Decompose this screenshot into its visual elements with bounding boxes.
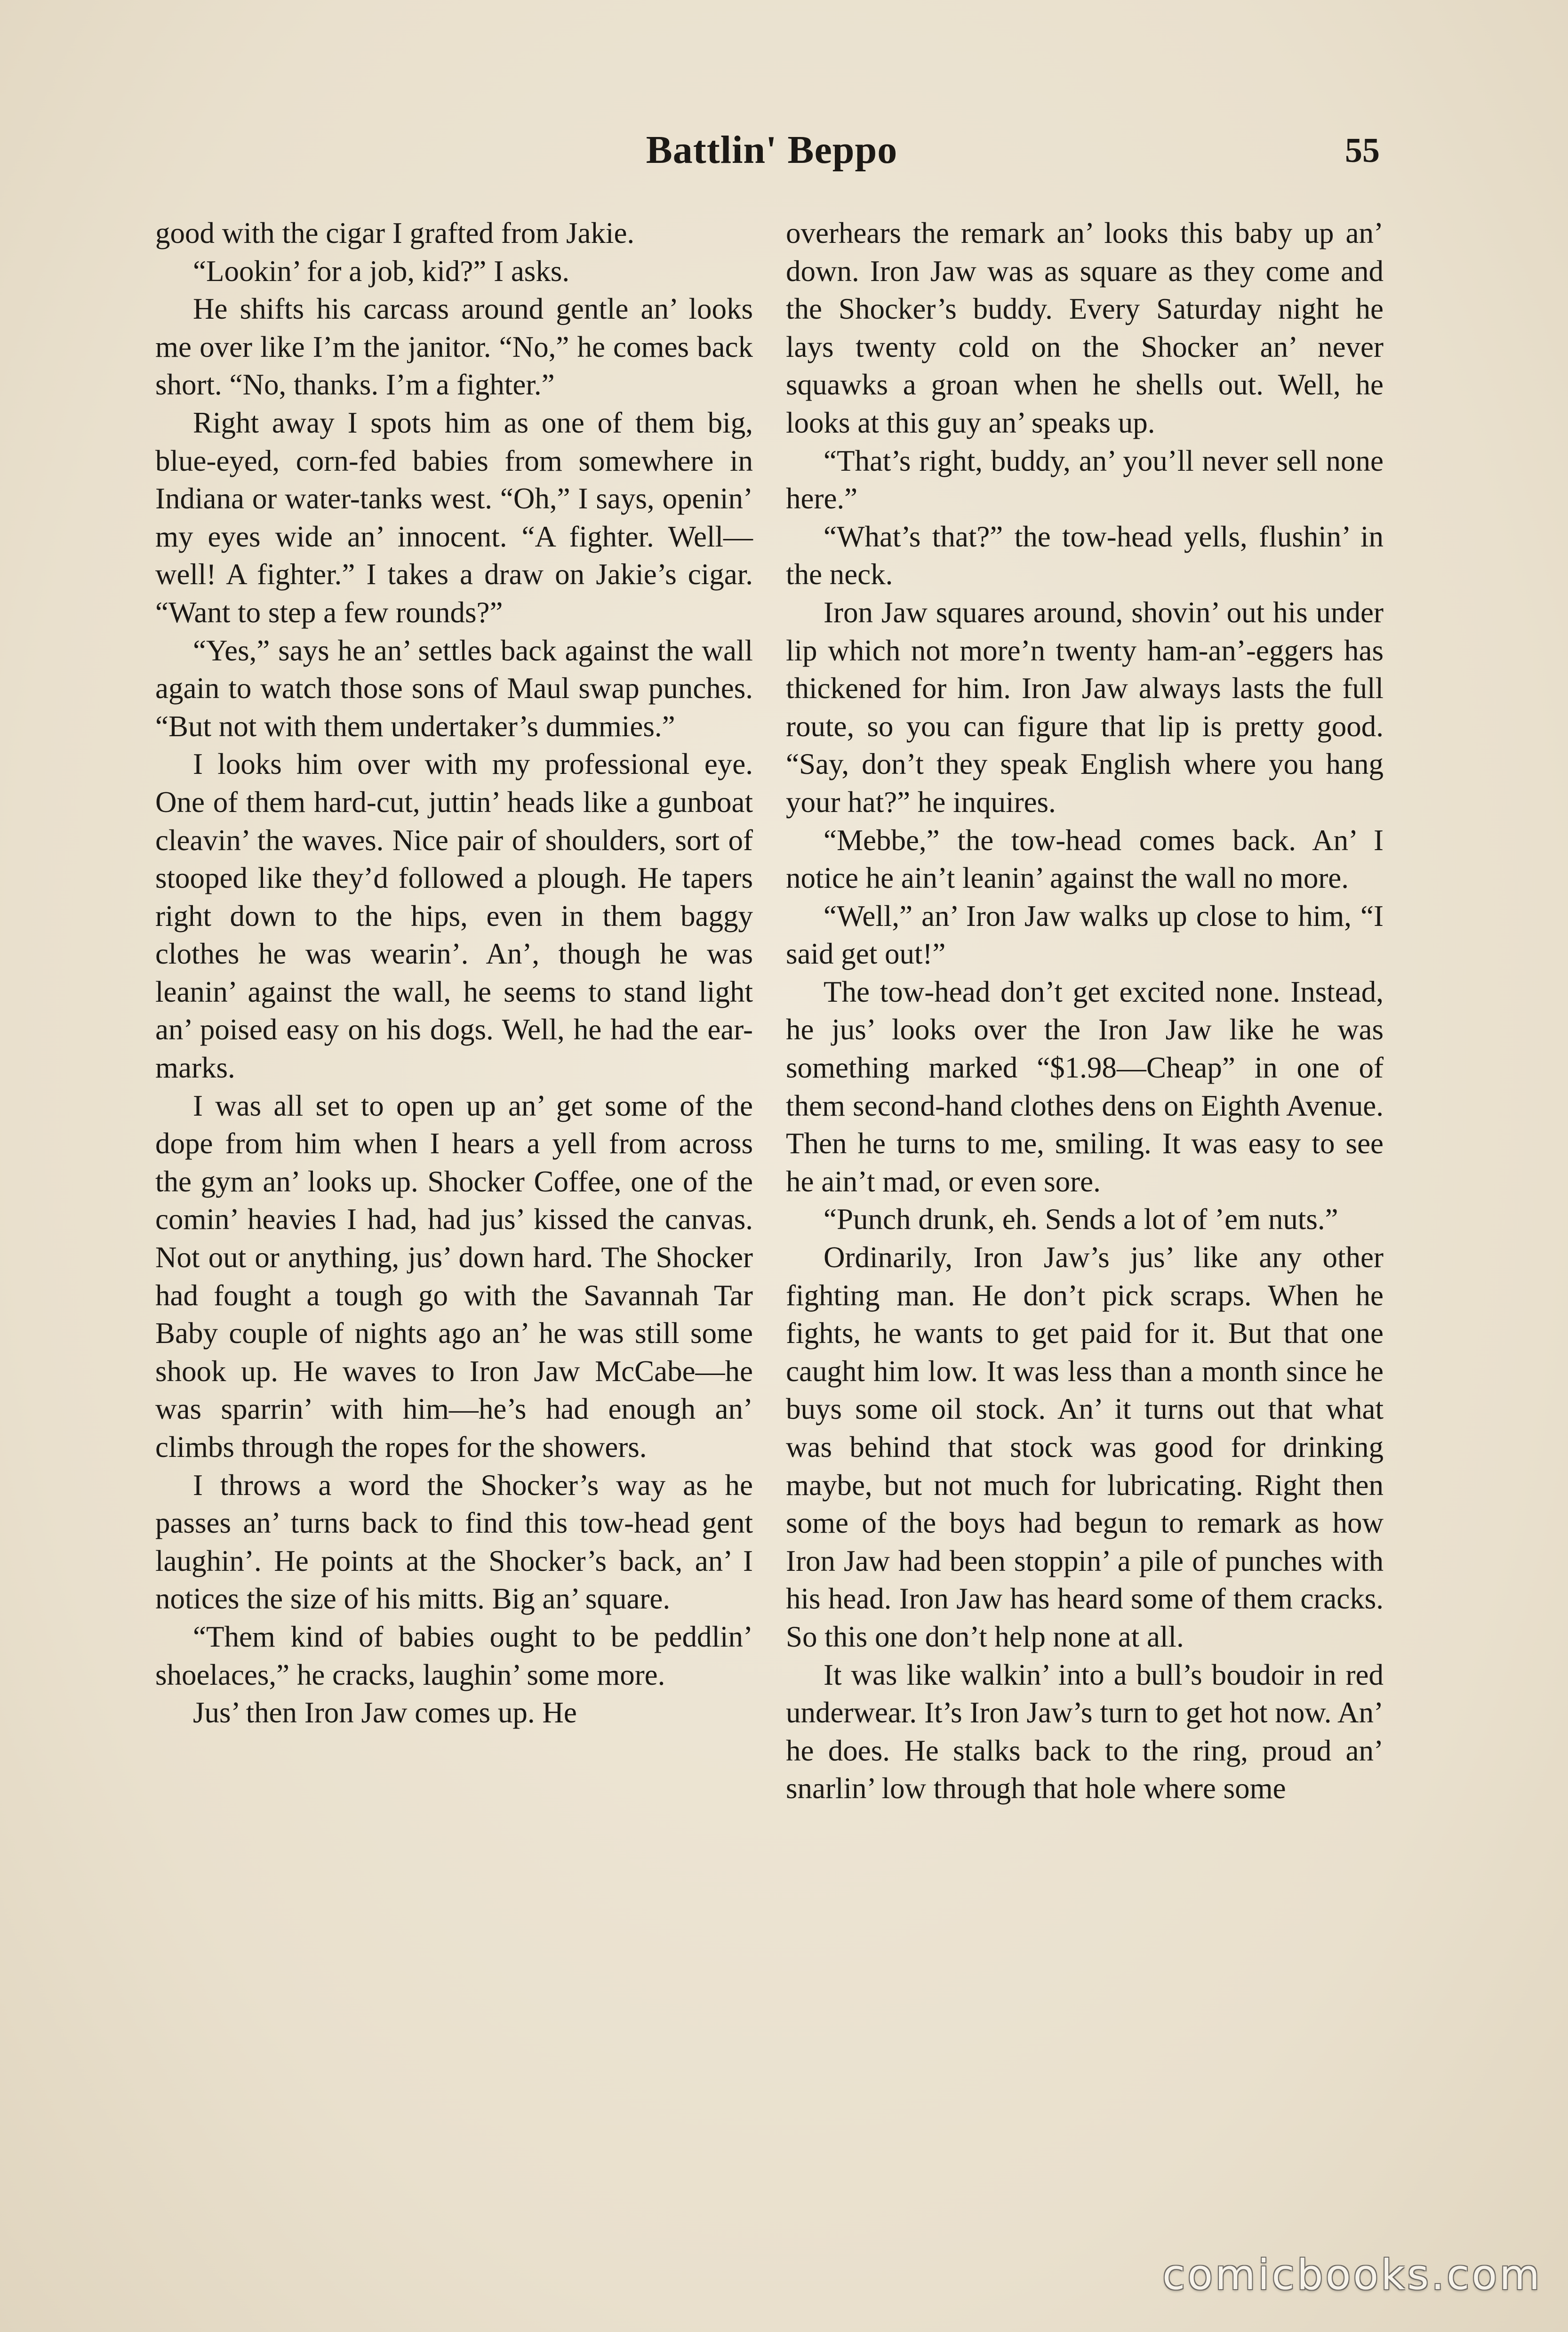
paragraph: “Lookin’ for a job, kid?” I asks. [193,254,570,288]
watermark: comicbooks.com [1162,2251,1542,2299]
paragraph: The tow-head don’t get excited none. Instead, he jus’ looks over the Iron Jaw like he was something marked “$1.98—Cheap” in one of them second-hand clothes dens on Eighth Avenue. Then he turns to me, smiling. It was easy to see he ain’t mad, or even sore. [786,975,1384,1198]
paragraph: “That’s right, buddy, an’ you’ll never sell none here.” [786,444,1384,515]
paragraph: It was like walkin’ into a bull’s boudoir in red underwear. It’s Iron Jaw’s turn to get hot now. An’ he does. He stalks back to the ring, proud an’ snarlin’ low through that hole where some [786,1658,1384,1805]
paragraph: I was all set to open up an’ get some of the dope from him when I hears a yell from across the gym an’ looks up. Shocker Coffee, one of the comin’ heavies I had, had jus’ kissed the canvas. Not out or anything, jus’ down hard. The Shocker had fought a tough go with the Savannah Tar Baby couple of nights ago an’ he was still some shook up. He waves to Iron Jaw McCabe—he was sparrin’ with him—he’s had enough an’ climbs through the ropes for the showers. [155,1089,753,1464]
running-title: Battlin' Beppo [646,128,898,172]
paragraph: “Them kind of babies ought to be peddlin’ shoelaces,” he cracks, laughin’ some more. [155,1620,753,1691]
page-header [155,127,1388,188]
page-number: 55 [1345,131,1380,170]
paragraph: I throws a word the Shocker’s way as he passes an’ turns back to find this tow-head gent laughin’. He points at the Shocker’s back, an’ I notices the size of his mitts. Big an’ square. [155,1468,753,1616]
paragraph: Iron Jaw squares around, shovin’ out his under lip which not more’n twenty ham-an’-eggers has thickened for him. Iron Jaw always lasts the full route, so you can figure that lip is pretty good. “Say, don’t they speak English where you hang your hat?” he inquires. [786,595,1384,819]
paragraph: He shifts his carcass around gentle an’ looks me over like I’m the janitor. “No,” he comes back short. “No, thanks. I’m a fighter.” [155,292,753,402]
paragraph: good with the cigar I grafted from Jakie. [155,217,635,249]
paragraph: “Yes,” says he an’ settles back against the wall again to watch those sons of Maul swap punches. “But not with them undertaker’s dummies.” [155,634,753,743]
left-column [155,214,753,1732]
paragraph: “Mebbe,” the tow-head comes back. An’ I notice he ain’t leanin’ against the wall no more. [786,823,1384,895]
paragraph: Right away I spots him as one of them big, blue-eyed, corn-fed babies from somewhere in Indiana or water-tanks west. “Oh,” I says, openin’ my eyes wide an’ innocent. “A fighter. Well—well! A fighter.” I takes a draw on Jakie’s cigar. “Want to step a few rounds?” [155,406,753,629]
paragraph: overhears the remark an’ looks this baby up an’ down. Iron Jaw was as square as they come and the Shocker’s buddy. Every Saturday night he lays twenty cold on the Shocker an’ never squawks a groan when he shells out. Well, he looks at this guy an’ speaks up. [786,217,1384,439]
paragraph: “Punch drunk, eh. Sends a lot of ’em nuts.” [824,1203,1338,1236]
paragraph: Ordinarily, Iron Jaw’s jus’ like any other fighting man. He don’t pick scraps. When he fights, he wants to get paid for it. But that one caught him low. It was less than a month since he buys some oil stock. An’ it turns out that what was behind that stock was good for drinking maybe, but not much for lubricating. Right then some of the boys had begun to remark as how Iron Jaw had been stoppin’ a pile of punches with his head. Iron Jaw has heard some of them cracks. So this one don’t help none at all. [786,1241,1384,1653]
paragraph: Jus’ then Iron Jaw comes up. He [193,1696,577,1729]
paragraph: “Well,” an’ Iron Jaw walks up close to him, “I said get out!” [786,899,1384,971]
paragraph: I looks him over with my professional eye. One of them hard-cut, juttin’ heads like a gunboat cleavin’ the waves. Nice pair of shoulders, sort of stooped like they’d followed a plough. He tapers right down to the hips, even in them baggy clothes he was wearin’. An’, though he was leanin’ against the wall, he seems to stand light an’ poised easy on his dogs. Well, he had the ear-marks. [155,748,753,1085]
right-column [786,214,1384,1808]
paragraph: “What’s that?” the tow-head yells, flushin’ in the neck. [786,520,1384,591]
